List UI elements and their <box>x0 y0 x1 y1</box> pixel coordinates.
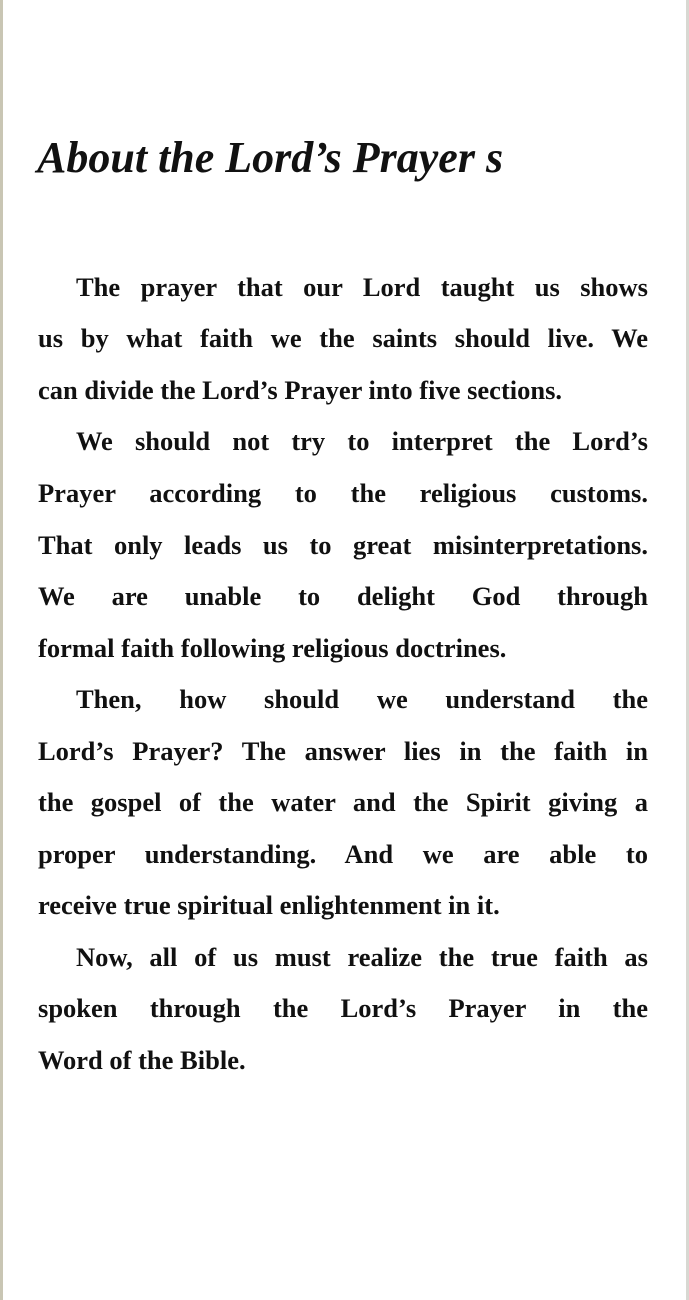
text-line: receive true spiritual enlightenment in it. <box>38 890 500 920</box>
text-line: the gospel of the water and the Spirit giving a <box>38 787 648 817</box>
text-line: us by what faith we the saints should live. We <box>38 323 648 353</box>
text-line: proper understanding. And we are able to <box>38 839 648 869</box>
text-line: That only leads us to great misinterpretations. <box>38 530 648 560</box>
text-line: Word of the Bible. <box>38 1045 246 1075</box>
text-line: Now, all of us must realize the true faith as <box>76 942 648 972</box>
text-line: Lord’s Prayer? The answer lies in the faith in <box>38 736 648 766</box>
text-line: spoken through the Lord’s Prayer in the <box>38 993 648 1023</box>
page-left-edge <box>0 0 3 1300</box>
text-line: formal faith following religious doctrines. <box>38 633 507 663</box>
text-line: The prayer that our Lord taught us shows <box>76 272 648 302</box>
text-line: Then, how should we understand the <box>76 684 648 714</box>
text-line: We are unable to delight God through <box>38 581 648 611</box>
text-line: Prayer according to the religious customs. <box>38 478 648 508</box>
text-line: can divide the Lord’s Prayer into five sections. <box>38 375 563 405</box>
text-line: We should not try to interpret the Lord’s <box>76 426 648 456</box>
page-title: About the Lord’s Prayer s <box>37 133 504 182</box>
